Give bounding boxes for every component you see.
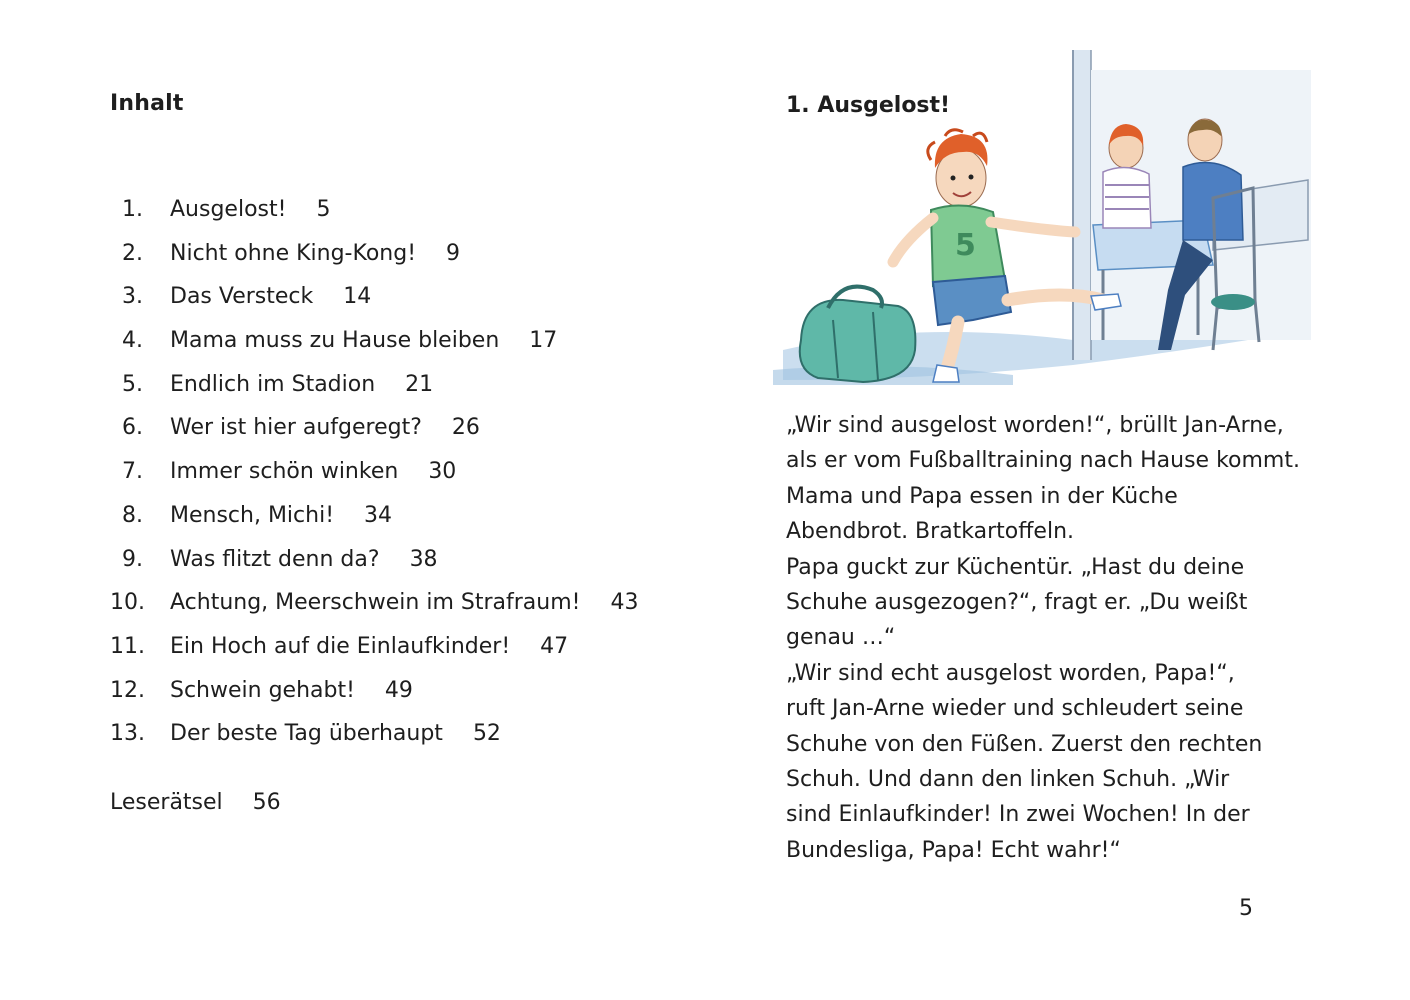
page-number: 5	[1239, 896, 1253, 921]
table-of-contents	[110, 194, 638, 762]
toc-entry	[110, 631, 638, 675]
toc-entry-title: Der beste Tag überhaupt	[170, 721, 443, 747]
toc-entry	[110, 587, 638, 631]
text-line: als er vom Fußballtraining nach Hause kommt.	[786, 448, 1300, 474]
text-line: genau …“	[786, 625, 896, 651]
text-line: Schuh. Und dann den linken Schuh. „Wir	[786, 767, 1230, 793]
toc-entry	[110, 456, 638, 500]
text-line: ruft Jan-Arne wieder und schleudert seine	[786, 696, 1244, 722]
toc-entry	[110, 281, 638, 325]
toc-entry	[110, 718, 638, 762]
text-line: Mama und Papa essen in der Küche	[786, 483, 1178, 509]
toc-entry-number: 7.	[122, 459, 143, 485]
toc-entry-page: 14	[343, 284, 372, 310]
text-line: Bundesliga, Papa! Echt wahr!“	[786, 837, 1121, 863]
toc-entry-title: Was flitzt denn da?	[170, 546, 380, 572]
toc-extra-page: 56	[252, 790, 281, 815]
toc-entry-number: 6.	[122, 415, 143, 441]
toc-entry-title: Mensch, Michi!	[170, 502, 335, 528]
toc-entry-title: Achtung, Meerschwein im Strafraum!	[170, 590, 581, 616]
chapter-title: 1. Ausgelost!	[786, 93, 951, 118]
toc-entry	[110, 412, 638, 456]
svg-text:5: 5	[955, 228, 976, 263]
text-line: „Wir sind echt ausgelost worden, Papa!“,	[786, 660, 1235, 686]
toc-entry-page: 49	[384, 677, 413, 703]
toc-entry	[110, 500, 638, 544]
toc-entry-title: Das Versteck	[170, 284, 314, 310]
text-line: sind Einlaufkinder! In zwei Wochen! In der	[786, 802, 1250, 828]
toc-entry-title: Nicht ohne King-Kong!	[170, 240, 417, 266]
text-line: Abendbrot. Bratkartoffeln.	[786, 519, 1075, 545]
toc-entry-title: Endlich im Stadion	[170, 371, 376, 397]
toc-entry-number: 11.	[110, 633, 145, 659]
toc-entry-title: Ausgelost!	[170, 197, 287, 222]
toc-extra-entry	[110, 790, 281, 815]
toc-entry-page: 17	[529, 328, 558, 354]
toc-entry-page: 9	[446, 240, 461, 266]
toc-entry-page: 21	[405, 371, 434, 397]
toc-entry-number: 9.	[122, 546, 143, 572]
toc-extra-title: Leserätsel	[110, 790, 223, 815]
toc-entry-page: 43	[610, 590, 639, 616]
toc-entry-number: 12.	[110, 677, 145, 703]
toc-entry-number: 8.	[122, 502, 143, 528]
toc-entry-title: Wer ist hier aufgeregt?	[170, 415, 422, 441]
toc-entry-page: 52	[472, 721, 501, 747]
toc-entry-title: Mama muss zu Hause bleiben	[170, 328, 500, 354]
toc-entry-number: 10.	[110, 590, 145, 616]
toc-entry	[110, 238, 638, 282]
toc-entry-page: 34	[364, 502, 393, 528]
toc-entry-number: 3.	[122, 284, 143, 310]
toc-entry	[110, 675, 638, 719]
toc-entry-number: 2.	[122, 240, 143, 266]
toc-entry-page: 47	[540, 633, 569, 659]
toc-entry-page: 5	[316, 197, 331, 222]
toc-entry	[110, 544, 638, 588]
text-line: Papa guckt zur Küchentür. „Hast du deine	[786, 554, 1245, 580]
toc-entry-number: 5.	[122, 371, 143, 397]
right-page	[705, 0, 1410, 1000]
chapter-text	[786, 408, 1326, 868]
toc-entry-title: Immer schön winken	[170, 459, 399, 485]
toc-entry-number: 13.	[110, 721, 145, 747]
toc-entry-page: 26	[451, 415, 480, 441]
text-line: Schuhe von den Füßen. Zuerst den rechten	[786, 731, 1263, 757]
toc-entry	[110, 194, 638, 238]
text-line: „Wir sind ausgelost worden!“, brüllt Jan-Arne,	[786, 413, 1284, 438]
toc-entry-number: 1.	[122, 197, 143, 222]
toc-entry-number: 4.	[122, 328, 143, 354]
text-line: Schuhe ausgezogen?“, fragt er. „Du weißt	[786, 590, 1248, 616]
toc-entry-page: 30	[428, 459, 457, 485]
toc-heading: Inhalt	[110, 91, 184, 116]
toc-entry-title: Ein Hoch auf die Einlaufkinder!	[170, 633, 511, 659]
toc-entry	[110, 325, 638, 369]
toc-entry-page: 38	[409, 546, 438, 572]
toc-entry	[110, 369, 638, 413]
toc-entry-title: Schwein gehabt!	[170, 677, 355, 703]
